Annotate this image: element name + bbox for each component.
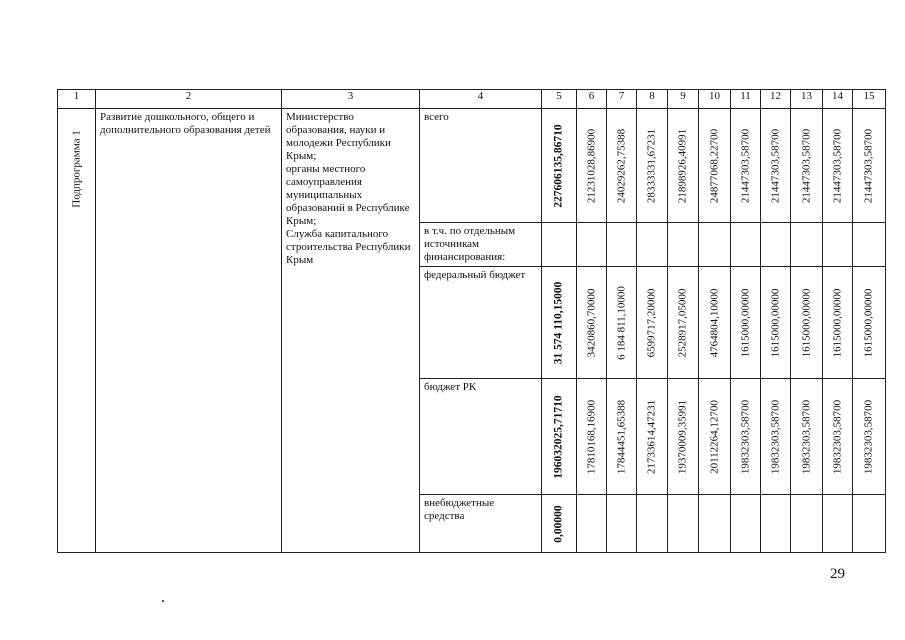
year-value: 1615000,00000 bbox=[800, 288, 812, 357]
year-value: 19832303,58700 bbox=[800, 399, 812, 474]
total-cell bbox=[542, 495, 577, 553]
year-value-cell bbox=[853, 379, 886, 495]
year-value: 21447303,58700 bbox=[831, 128, 843, 203]
year-value-cell bbox=[731, 109, 761, 223]
year-value-cell bbox=[699, 267, 731, 379]
column-number: 5 bbox=[542, 90, 577, 109]
column-number: 1 bbox=[58, 90, 96, 109]
year-value-cell bbox=[577, 109, 607, 223]
year-value-cell bbox=[577, 267, 607, 379]
column-number: 2 bbox=[96, 90, 282, 109]
year-value-cell bbox=[731, 267, 761, 379]
funding-source: в т.ч. по отдельным источникам финансирования: bbox=[420, 223, 542, 267]
year-value: 24877068,22700 bbox=[708, 128, 720, 203]
year-value-cell bbox=[761, 379, 791, 495]
year-value: 19832303,58700 bbox=[831, 399, 843, 474]
year-value-cell bbox=[791, 495, 823, 553]
year-value-cell bbox=[791, 223, 823, 267]
total-cell bbox=[542, 379, 577, 495]
total-cell bbox=[542, 267, 577, 379]
column-number: 9 bbox=[668, 90, 699, 109]
year-value: 17810168,16900 bbox=[585, 399, 597, 474]
total-value: 227606135,86710 bbox=[552, 123, 565, 208]
page-number: 29 bbox=[830, 566, 845, 582]
year-value-cell bbox=[791, 379, 823, 495]
year-value-cell bbox=[853, 109, 886, 223]
program-label: Подпрограмма 1 bbox=[70, 130, 82, 208]
total-cell bbox=[542, 223, 577, 267]
program-label-cell bbox=[58, 109, 96, 553]
year-value-cell bbox=[823, 109, 853, 223]
year-value-cell bbox=[823, 267, 853, 379]
year-value-cell bbox=[577, 495, 607, 553]
year-value-cell bbox=[823, 223, 853, 267]
year-value: 1615000,00000 bbox=[769, 288, 781, 357]
year-value: 1615000,00000 bbox=[739, 288, 751, 357]
year-value: 19832303,58700 bbox=[739, 399, 751, 474]
year-value: 1615000,00000 bbox=[831, 288, 843, 357]
year-value-cell bbox=[699, 379, 731, 495]
column-number: 3 bbox=[282, 90, 420, 109]
program-executors: Министерство образования, науки и молодежи Республики Крым; органы местного самоуправления муниципальных образований в Республике Крым; Служба капитального строительства Республики Крым bbox=[282, 109, 420, 553]
year-value-cell bbox=[731, 495, 761, 553]
year-value-cell bbox=[668, 109, 699, 223]
year-value-cell bbox=[853, 267, 886, 379]
year-value: 3420860,70000 bbox=[585, 288, 597, 357]
year-value: 21447303,58700 bbox=[862, 128, 875, 203]
year-value: 28333331,67231 bbox=[645, 128, 658, 203]
year-value: 17844451,65388 bbox=[615, 399, 627, 474]
column-number: 4 bbox=[420, 90, 542, 109]
year-value-cell bbox=[637, 267, 668, 379]
year-value-cell bbox=[823, 379, 853, 495]
year-value: 19832303,58700 bbox=[862, 399, 875, 474]
year-value-cell bbox=[637, 379, 668, 495]
year-value-cell bbox=[668, 495, 699, 553]
year-value-cell bbox=[699, 109, 731, 223]
column-number: 10 bbox=[699, 90, 731, 109]
year-value-cell bbox=[699, 495, 731, 553]
year-value: 24029262,75388 bbox=[615, 128, 627, 203]
year-value: 4764804,10000 bbox=[708, 288, 720, 357]
total-value: 31 574 110,15000 bbox=[552, 281, 565, 364]
total-value: 0,00000 bbox=[552, 504, 565, 543]
year-value: 1615000,00000 bbox=[862, 288, 875, 357]
year-value: 19832303,58700 bbox=[769, 399, 781, 474]
year-value-cell bbox=[668, 223, 699, 267]
year-value-cell bbox=[731, 223, 761, 267]
funding-source: внебюджетные средства bbox=[420, 495, 542, 553]
year-value-cell bbox=[761, 109, 791, 223]
year-value-cell bbox=[791, 109, 823, 223]
table-row bbox=[58, 109, 886, 223]
total-cell bbox=[542, 109, 577, 223]
year-value: 6 184 811,10000 bbox=[615, 285, 627, 360]
column-number: 14 bbox=[823, 90, 853, 109]
year-value-cell bbox=[607, 267, 637, 379]
year-value-cell bbox=[761, 267, 791, 379]
year-value: 19370009,35991 bbox=[676, 399, 689, 474]
year-value: 21447303,58700 bbox=[800, 128, 812, 203]
year-value: 20112264,12700 bbox=[708, 399, 720, 474]
budget-table bbox=[57, 89, 886, 553]
column-number: 11 bbox=[731, 90, 761, 109]
year-value-cell bbox=[577, 223, 607, 267]
year-value-cell bbox=[607, 379, 637, 495]
year-value-cell bbox=[637, 109, 668, 223]
year-value: 21447303,58700 bbox=[769, 128, 781, 203]
column-number: 6 bbox=[577, 90, 607, 109]
year-value-cell bbox=[668, 379, 699, 495]
year-value: 2528917,05000 bbox=[676, 288, 689, 357]
year-value-cell bbox=[853, 495, 886, 553]
header-row bbox=[58, 90, 886, 109]
year-value-cell bbox=[607, 495, 637, 553]
year-value-cell bbox=[607, 109, 637, 223]
year-value-cell bbox=[637, 223, 668, 267]
year-value-cell bbox=[607, 223, 637, 267]
scan-speck bbox=[162, 600, 164, 602]
year-value-cell bbox=[761, 223, 791, 267]
year-value-cell bbox=[761, 495, 791, 553]
year-value: 21447303,58700 bbox=[739, 128, 751, 203]
column-number: 12 bbox=[761, 90, 791, 109]
total-value: 196032025,71710 bbox=[552, 394, 565, 479]
year-value: 21231028,86900 bbox=[585, 128, 597, 203]
year-value: 6599717,20000 bbox=[645, 288, 658, 357]
year-value-cell bbox=[791, 267, 823, 379]
column-number: 15 bbox=[853, 90, 886, 109]
column-number: 13 bbox=[791, 90, 823, 109]
column-number: 7 bbox=[607, 90, 637, 109]
funding-source: федеральный бюджет bbox=[420, 267, 542, 379]
year-value-cell bbox=[637, 495, 668, 553]
year-value-cell bbox=[577, 379, 607, 495]
year-value-cell bbox=[731, 379, 761, 495]
program-name: Развитие дошкольного, общего и дополнительного образования детей bbox=[96, 109, 282, 553]
year-value: 21733614,47231 bbox=[645, 399, 658, 474]
year-value-cell bbox=[699, 223, 731, 267]
funding-source: всего bbox=[420, 109, 542, 223]
funding-source: бюджет РК bbox=[420, 379, 542, 495]
year-value: 21898926,40991 bbox=[676, 128, 689, 203]
column-number: 8 bbox=[637, 90, 668, 109]
year-value-cell bbox=[823, 495, 853, 553]
year-value-cell bbox=[668, 267, 699, 379]
year-value-cell bbox=[853, 223, 886, 267]
